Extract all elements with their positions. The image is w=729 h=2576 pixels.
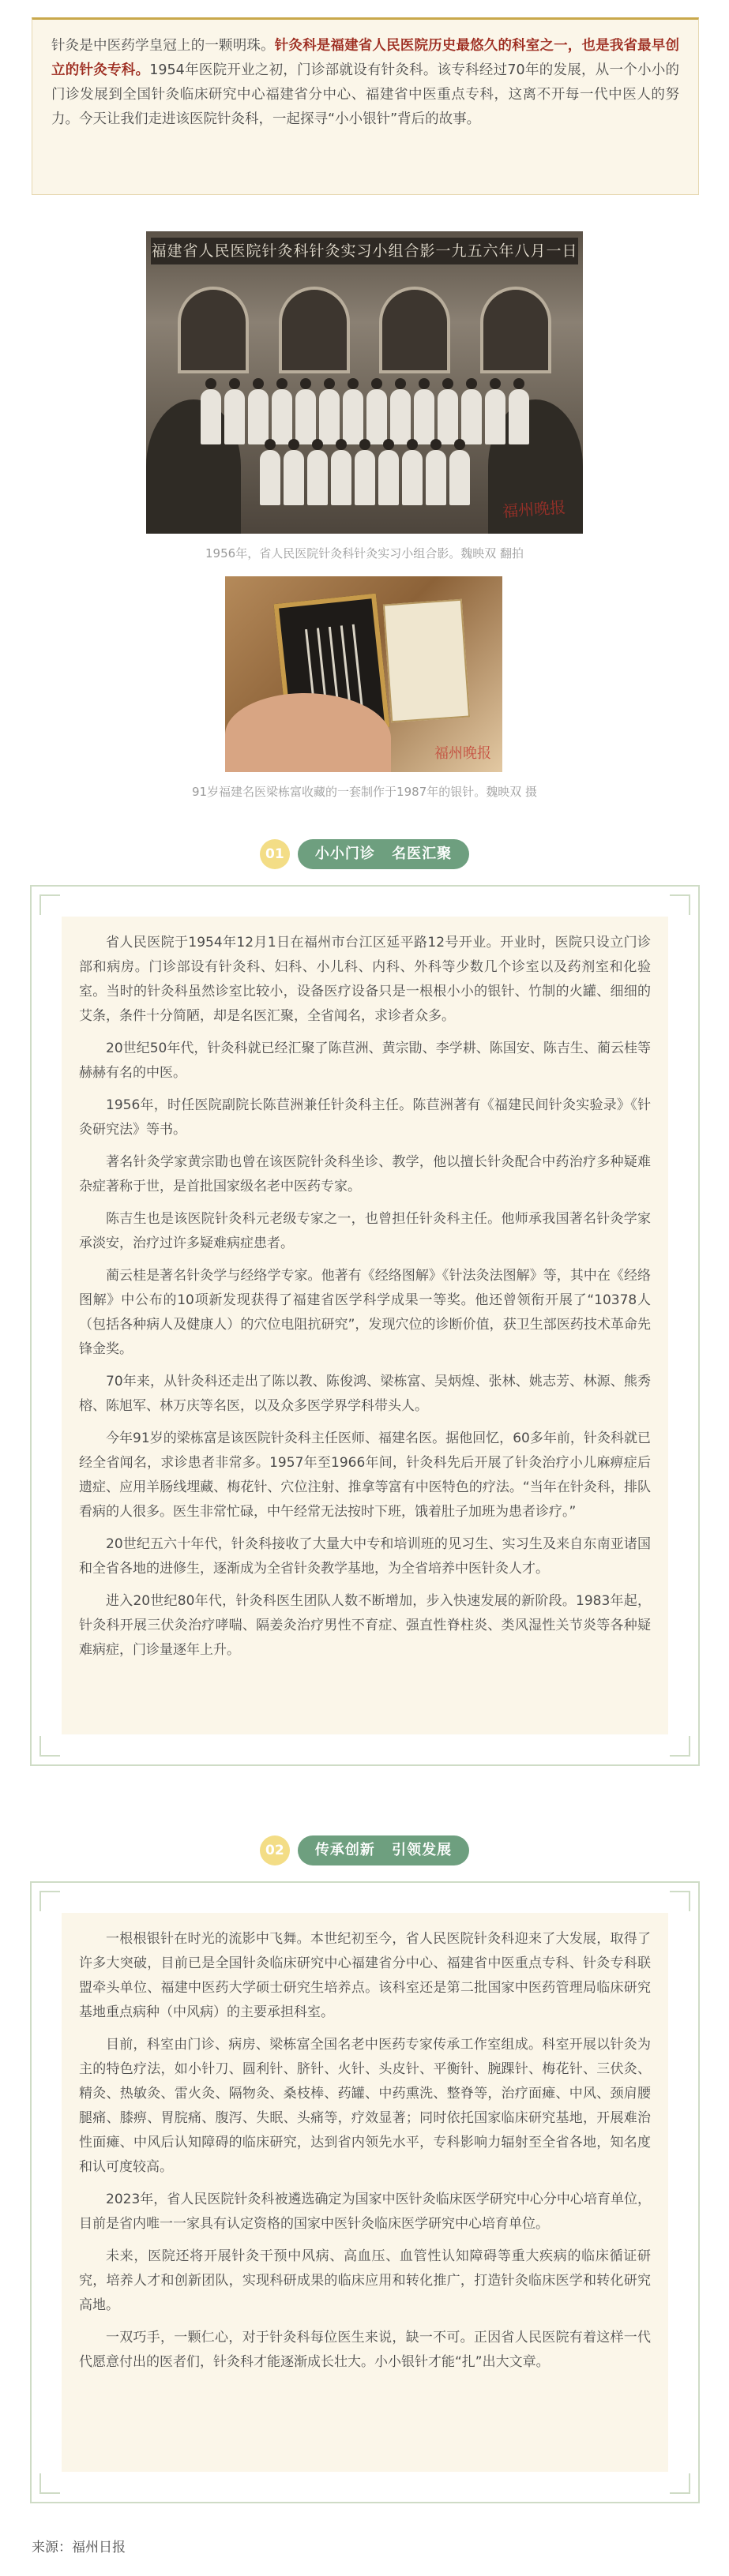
section-frame-2	[30, 1881, 700, 2503]
group-of-doctors	[194, 389, 535, 508]
section-number: 01	[260, 839, 290, 869]
silver-needle-photo	[225, 576, 502, 772]
group-photo-1956	[146, 231, 583, 534]
paragraph: 蔺云桂是著名针灸学与经络学专家。他著有《经络图解》《针法灸法图解》等，其中在《经络图解》中公布的10项新发现获得了福建省医学科学成果一等奖。他还曾领衔开展了“10378人（包括各种病人及健康人）的穴位电阻抗研究”，发现穴位的诊断价值，获卫生部医药技术革命先锋金奖。	[79, 1268, 651, 1357]
section-title: 小小门诊 名医汇聚	[298, 839, 469, 869]
watermark-2: 福州晚报	[434, 745, 491, 762]
section-header-1	[0, 838, 729, 870]
paragraph: 进入20世纪80年代，针灸科医生团队人数不断增加，步入快速发展的新阶段。1983年起，针灸科开展三伏灸治疗哮喘、隔姜灸治疗男性不育症、强直性脊柱炎、类风湿性关节炎等各种疑难病症，门诊量逐年上升。	[79, 1593, 651, 1658]
paragraph: 一双巧手，一颗仁心，对于针灸科每位医生来说，缺一不可。正因省人民医院有着这样一代代愿意付出的医者们，针灸科才能逐渐成长壮大。小小银针才能“扎”出大文章。	[79, 2330, 651, 2370]
paragraph: 一根根银针在时光的流影中飞舞。本世纪初至今，省人民医院针灸科迎来了大发展，取得了许多大突破，目前已是全国针灸临床研究中心福建省分中心、福建省中医重点专科、针灸专科联盟牵头单位、福建中医药大学硕士研究生培养点。该科室还是第二批国家中医药管理局临床研究基地重点病种（中风病）的主要承担科室。	[79, 1931, 651, 2020]
paragraph: 20世纪五六十年代，针灸科接收了大量大中专和培训班的见习生、实习生及来自东南亚诸国和全省各地的进修生，逐渐成为全省针灸教学基地，为全省培养中医针灸人才。	[79, 1536, 651, 1577]
intro-tail: 1954年医院开业之初，门诊部就设有针灸科。该专科经过70年的发展，从一个小小的门诊发展到全国针灸临床研究中心福建省分中心、福建省中医重点专科，这离不开每一代中医人的努力。今天让我们走进该医院针灸科，一起探寻“小小银针”背后的故事。	[51, 62, 679, 127]
section-body-2	[62, 1913, 668, 2472]
intro-lead: 针灸是中医药学皇冠上的一颗明珠。	[51, 38, 275, 54]
paragraph: 目前，科室由门诊、病房、梁栋富全国名老中医药专家传承工作室组成。科室开展以针灸为主的特色疗法，如小针刀、圆利针、脐针、火针、头皮针、平衡针、腕踝针、梅花针、三伏灸、精灸、热敏灸、雷火灸、隔物灸、桑枝棒、药罐、中药熏洗、整脊等，治疗面瘫、中风、颈肩腰腿痛、膝痹、胃脘痛、腹泻、失眠、头痛等，疗效显著；同时依托国家临床研究基地，开展难治性面瘫、中风后认知障碍的临床研究，达到省内领先水平，专科影响力辐射至全省各地，知名度和认可度较高。	[79, 2037, 651, 2175]
source-credit: 来源：福州日报	[32, 2540, 126, 2555]
section-body-1	[62, 917, 668, 1734]
paragraph: 70年来，从针灸科还走出了陈以教、陈俊鸿、梁栋富、吴炳煌、张林、姚志芳、林源、熊秀榕、陈旭军、林万庆等名医，以及众多医学界学科带头人。	[79, 1374, 651, 1414]
watermark: 福州晚报	[502, 497, 566, 521]
paragraph: 1956年，时任医院副院长陈苣洲兼任针灸科主任。陈苣洲著有《福建民间针灸实验录》《针灸研究法》等书。	[79, 1097, 651, 1138]
building-windows	[178, 287, 551, 373]
section-number: 02	[260, 1835, 290, 1865]
section-frame-1	[30, 885, 700, 1766]
intro-box	[32, 17, 699, 195]
section-header-2	[0, 1835, 729, 1866]
paragraph: 20世纪50年代，针灸科就已经汇聚了陈苣洲、黄宗勖、李学耕、陈国安、陈吉生、蔺云桂等赫赫有名的中医。	[79, 1041, 651, 1081]
paragraph: 著名针灸学家黄宗勖也曾在该医院针灸科坐诊、教学，他以擅长针灸配合中药治疗多种疑难杂症著称于世，是首批国家级名老中医药专家。	[79, 1154, 651, 1194]
photo-banner: 福建省人民医院针灸科针灸实习小组合影一九五六年八月一日	[151, 238, 578, 264]
paragraph: 未来，医院还将开展针灸干预中风病、高血压、血管性认知障碍等重大疾病的临床循证研究，培养人才和创新团队，实现科研成果的临床应用和转化推广，打造针灸临床医学和转化研究高地。	[79, 2248, 651, 2313]
intro-highlight: 针灸科是福建省人民医院历史最悠久的科室之一，也是我省最早创立的针灸专科。	[51, 38, 680, 78]
section-title: 传承创新 引领发展	[298, 1835, 469, 1865]
photo-caption-1: 1956年，省人民医院针灸科针灸实习小组合影。魏映双 翻拍	[205, 546, 524, 561]
paragraph: 陈吉生也是该医院针灸科元老级专家之一，也曾担任针灸科主任。他师承我国著名针灸学家承淡安，治疗过许多疑难病症患者。	[79, 1211, 651, 1251]
paragraph: 2023年，省人民医院针灸科被遴选确定为国家中医针灸临床医学研究中心分中心培育单位，目前是省内唯一一家具有认定资格的国家中医针灸临床医学研究中心培育单位。	[79, 2192, 651, 2232]
paragraph: 省人民医院于1954年12月1日在福州市台江区延平路12号开业。开业时，医院只设立门诊部和病房。门诊部设有针灸科、妇科、小儿科、内科、外科等少数几个诊室以及药剂室和化验室。当时的针灸科虽然诊室比较小，设备医疗设备只是一根根小小的银针、竹制的火罐、细细的艾条，条件十分简陋，却是名医汇聚，全省闻名，求诊者众多。	[79, 935, 651, 1024]
needle-certificate	[383, 599, 470, 723]
photo-caption-2: 91岁福建名医梁栋富收藏的一套制作于1987年的银针。魏映双 摄	[191, 785, 538, 799]
paragraph: 今年91岁的梁栋富是该医院针灸科主任医师、福建名医。据他回忆，60多年前，针灸科就已经全省闻名，求诊患者非常多。1957年至1966年间，针灸科先后开展了针灸治疗小儿麻痹症后遗症、应用羊肠线埋藏、梅花针、穴位注射、推拿等富有中医特色的疗法。“当年在针灸科，排队看病的人很多。医生非常忙碌，中午经常无法按时下班，饿着肚子加班为患者诊疗。”	[79, 1430, 651, 1520]
